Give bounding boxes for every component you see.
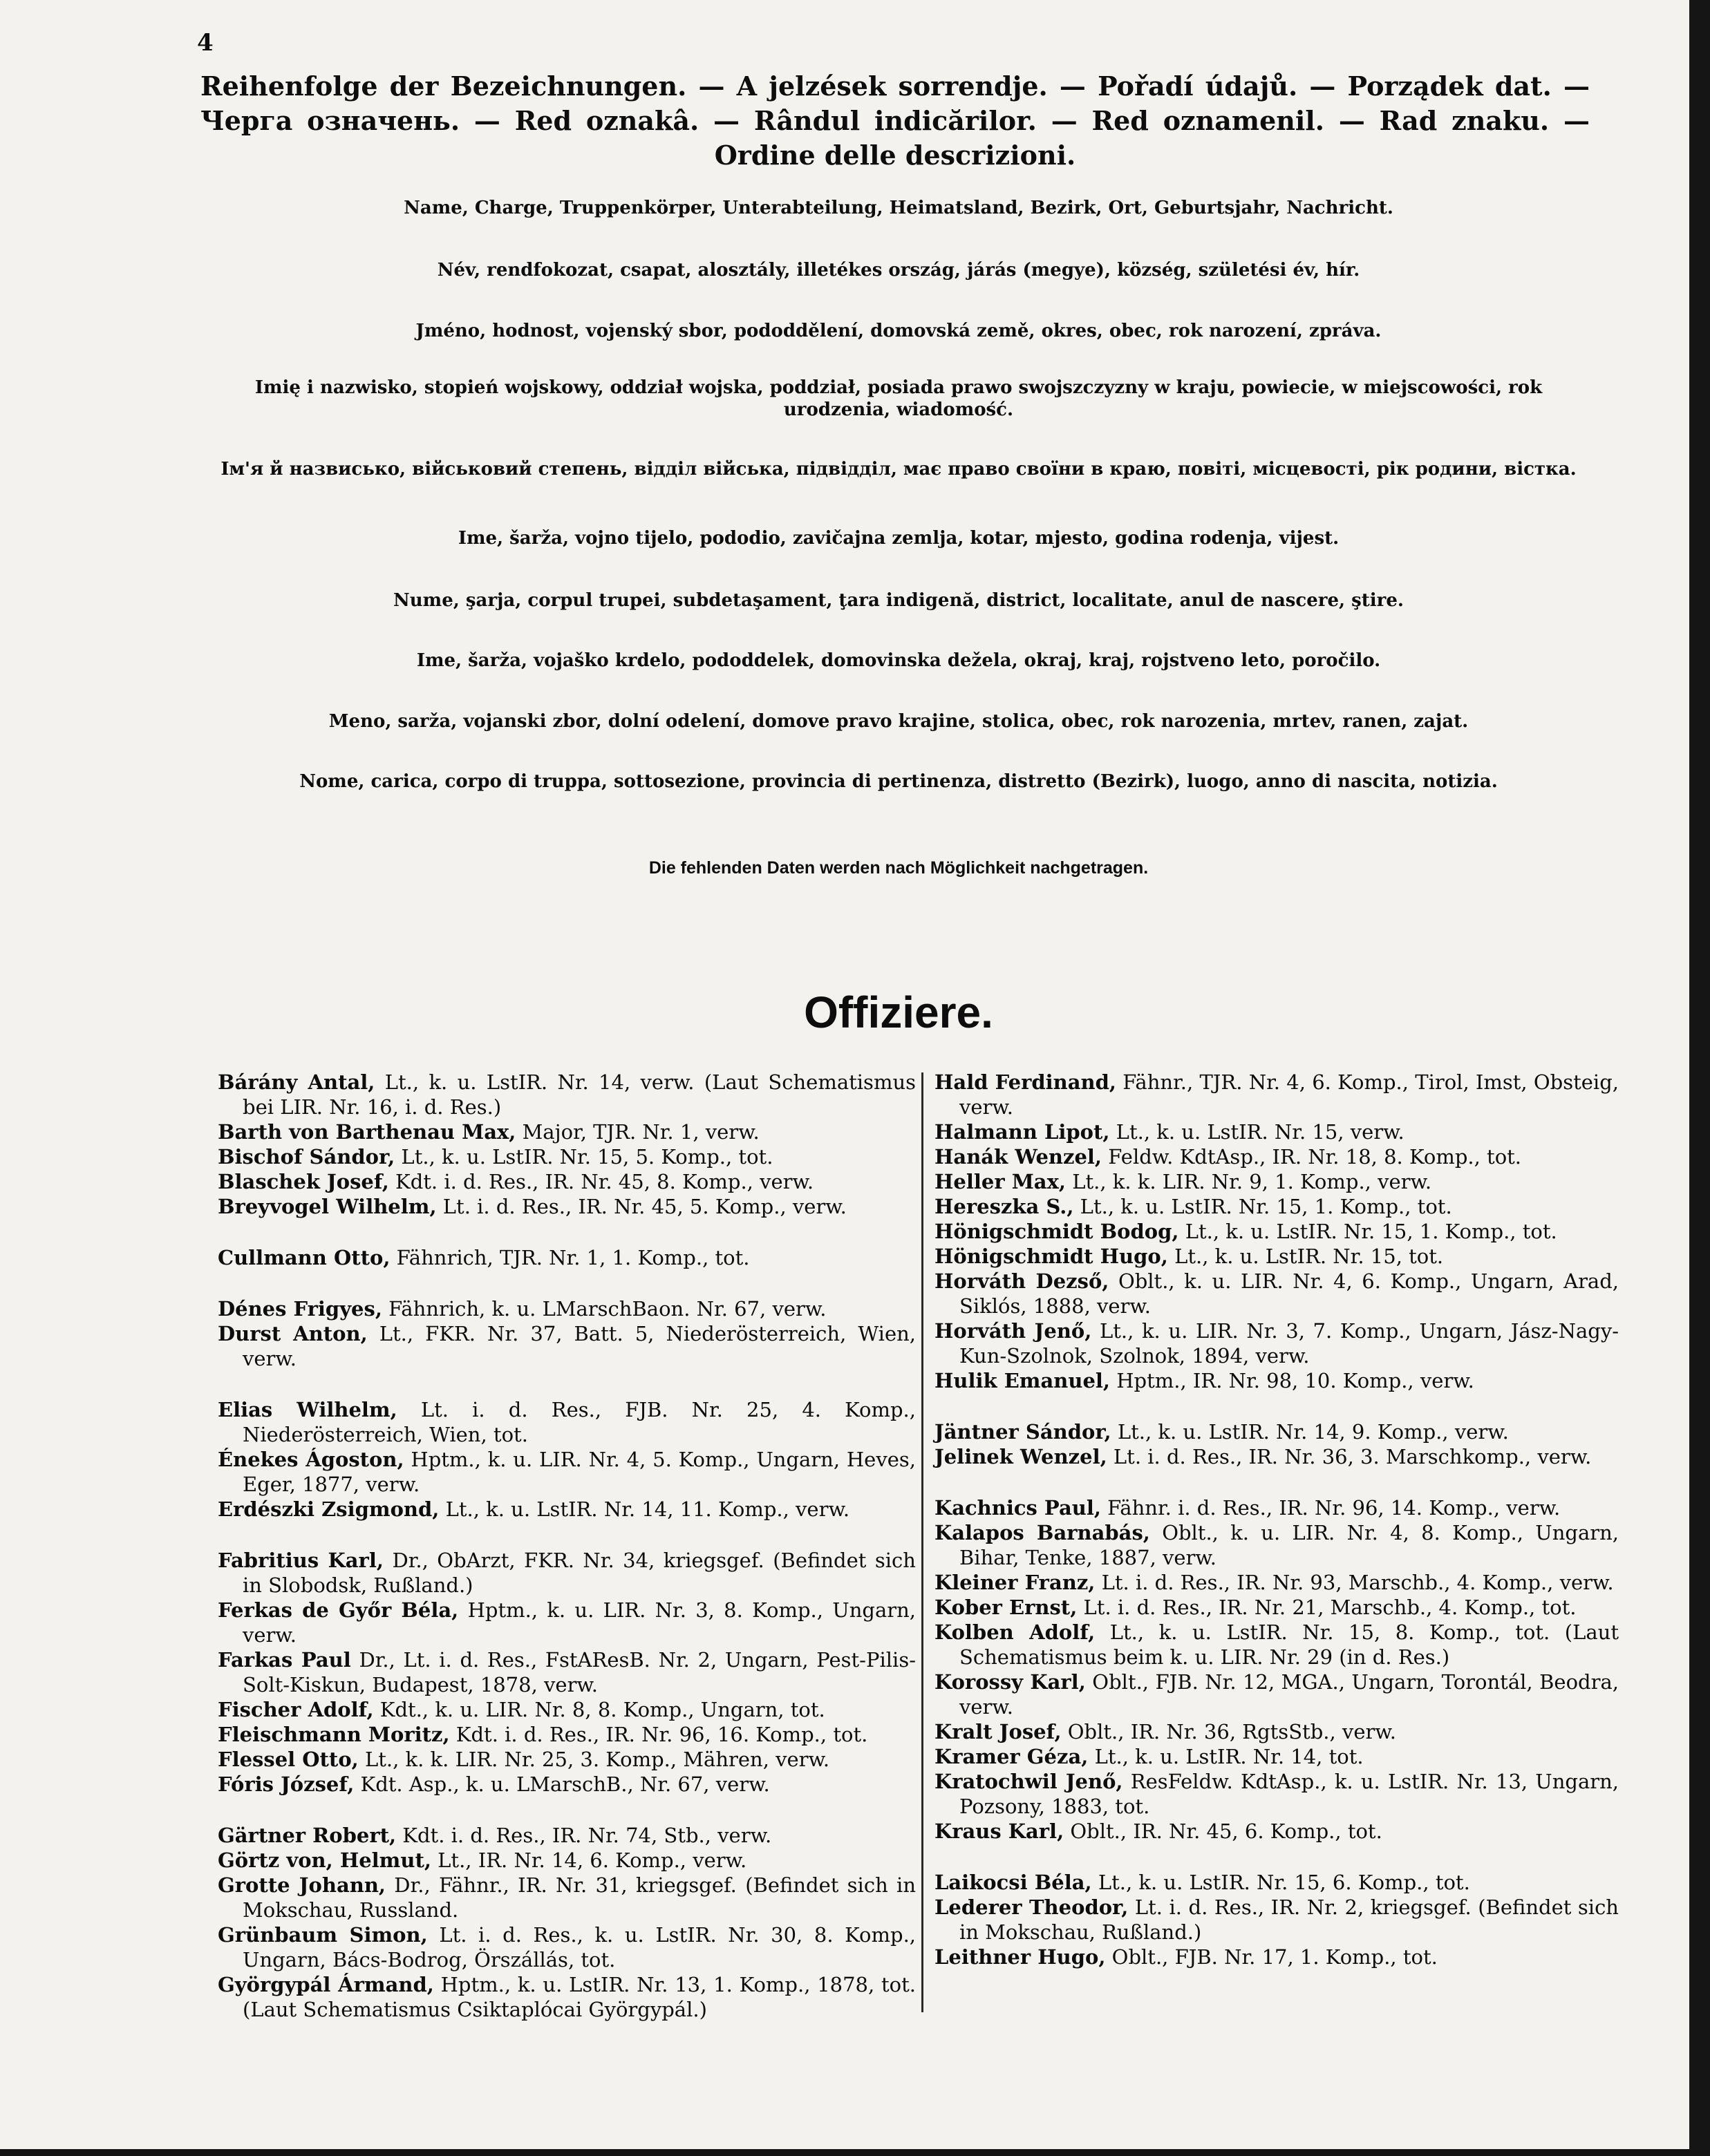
legend-slovak: Meno, sarža, vojanski zbor, dolní odelení, domove pravo krajine, stolica, obec, rok narozenia, mrtev, ranen, zajat.: [328, 711, 1469, 732]
officer-details: Lt., k. u. LstIR. Nr. 14, verw. (Laut Schematismus bei LIR. Nr. 16, i. d. Res.): [243, 1070, 917, 1119]
officer-entry: [934, 1144, 1619, 1169]
officer-entry: [934, 1119, 1619, 1144]
officer-entry: [218, 1169, 916, 1194]
officer-entry: [218, 1144, 916, 1169]
page-header: [200, 69, 1590, 173]
officer-details: Lt., k. u. LstIR. Nr. 15, 8. Komp., tot. (Laut Schematismus beim k. u. LIR. Nr. 29 (in d. Res.): [959, 1620, 1619, 1669]
officer-entry: [218, 1119, 916, 1144]
officer-name: Farkas Paul: [218, 1648, 351, 1672]
officer-details: Lt., k. k. LIR. Nr. 9, 1. Komp., verw.: [1066, 1170, 1432, 1193]
officer-name: Fleischmann Moritz,: [218, 1723, 450, 1746]
legend-italian: Nome, carica, corpo di truppa, sottosezione, provincia di pertinenza, distretto (Bezirk), luogo, anno di nascita, notizia.: [299, 771, 1498, 792]
officer-name: Hald Ferdinand,: [934, 1070, 1116, 1094]
officer-details: Oblt., FJB. Nr. 17, 1. Komp., tot.: [1105, 1945, 1438, 1969]
officer-name: Énekes Ágoston,: [218, 1448, 404, 1471]
officer-details: Hptm., k. u. LstIR. Nr. 13, 1. Komp., 1878, tot. (Laut Schematismus Csiktaplócai Györgypál.): [243, 1973, 916, 2021]
officer-details: Lt., k. u. LstIR. Nr. 15, 6. Komp., tot.: [1091, 1871, 1470, 1894]
officer-name: Bischof Sándor,: [218, 1145, 395, 1169]
officer-name: Barth von Barthenau Max,: [218, 1120, 516, 1144]
officer-details: Lt. i. d. Res., FJB. Nr. 25, 4. Komp., Niederösterreich, Wien, tot.: [243, 1398, 916, 1446]
legend-hungarian: Név, rendfokozat, csapat, alosztály, illetékes ország, járás (megye), község, születési év, hír.: [437, 260, 1360, 281]
officer-name: Kramer Géza,: [934, 1745, 1089, 1768]
officer-name: Hereszka S.,: [934, 1195, 1074, 1218]
officer-name: Dénes Frigyes,: [218, 1297, 382, 1321]
officer-name: Horváth Jenő,: [934, 1319, 1092, 1343]
officer-name: Erdészki Zsigmond,: [218, 1497, 440, 1521]
officer-entry: [218, 1296, 916, 1321]
officer-entry: [934, 1269, 1619, 1318]
page-number: 4: [197, 29, 214, 57]
officer-details: Dr., Fähnr., IR. Nr. 31, kriegsgef. (Befindet sich in Mokschau, Russland.: [243, 1873, 916, 1922]
officer-entry: [934, 1719, 1619, 1744]
officer-details: Major, TJR. Nr. 1, verw.: [516, 1120, 760, 1144]
officer-list-right: [934, 1070, 1619, 1969]
legend-slovenian: Ime, šarža, vojaško krdelo, pododdelek, domovinska dežela, okraj, kraj, rojstveno leto, poročilo.: [416, 650, 1381, 671]
officer-name: Györgypál Ármand,: [218, 1973, 434, 1996]
officer-details: Fähnr. i. d. Res., IR. Nr. 96, 14. Komp., verw.: [1100, 1496, 1561, 1520]
officer-entry: [218, 1397, 916, 1447]
officer-name: Grotte Johann,: [218, 1873, 386, 1897]
officer-entry: [934, 1495, 1619, 1520]
officer-name: Lederer Theodor,: [934, 1895, 1129, 1919]
officer-name: Hulik Emanuel,: [934, 1369, 1111, 1392]
officer-entry: [218, 1823, 916, 1848]
officer-name: Hönigschmidt Hugo,: [934, 1245, 1168, 1268]
legend-romanian: Nume, şarja, corpul trupei, subdetaşament, ţara indigenă, district, localitate, anul de nascere, ştire.: [393, 590, 1404, 611]
column-divider: [921, 1072, 923, 2012]
officer-details: Lt., k. u. LstIR. Nr. 15, tot.: [1167, 1245, 1444, 1268]
officer-details: Hptm., k. u. LIR. Nr. 3, 8. Komp., Ungarn, verw.: [243, 1598, 916, 1647]
officer-entry: [218, 1598, 916, 1647]
officer-name: Elias Wilhelm,: [218, 1398, 397, 1421]
officer-details: Lt., k. u. LstIR. Nr. 14, 9. Komp., verw.: [1111, 1420, 1509, 1444]
officer-details: Fähnrich, k. u. LMarschBaon. Nr. 67, verw.: [382, 1297, 827, 1321]
officer-name: Kober Ernst,: [934, 1596, 1078, 1619]
header-line-1: Reihenfolge der Bezeichnungen. — A jelzések sorrendje. — Pořadí údajů. — Porządek dat. —: [200, 70, 1590, 102]
legend-polish: Imię i nazwisko, stopień wojskowy, oddział wojska, poddział, posiada prawo swojszczyzny w kraju, powiecie, w miejscowości, rok urodzenia, wiadomość.: [254, 377, 1543, 420]
officer-entry: [218, 1447, 916, 1497]
legend-german: Name, Charge, Truppenkörper, Unterabteilung, Heimatsland, Bezirk, Ort, Geburtsjahr, Nachricht.: [404, 198, 1393, 218]
officer-entry: [218, 1722, 916, 1747]
officer-name: Kraus Karl,: [934, 1819, 1064, 1843]
officer-details: Fähnrich, TJR. Nr. 1, 1. Komp., tot.: [390, 1246, 750, 1269]
officer-details: Oblt., IR. Nr. 36, RgtsStb., verw.: [1061, 1720, 1396, 1743]
officer-details: Oblt., k. u. LIR. Nr. 4, 6. Komp., Ungarn, Arad, Siklós, 1888, verw.: [959, 1269, 1619, 1318]
officer-details: Lt., k. u. LstIR. Nr. 14, tot.: [1088, 1745, 1364, 1768]
officer-entry: [934, 1945, 1619, 1969]
header-line-3: Ordine delle descrizioni.: [714, 140, 1076, 171]
officer-name: Kachnics Paul,: [934, 1496, 1101, 1520]
officer-entry: [218, 1747, 916, 1772]
officer-entry: [218, 1647, 916, 1697]
officer-entry: [934, 1444, 1619, 1469]
officer-details: Kdt. i. d. Res., IR. Nr. 96, 16. Komp., tot.: [449, 1723, 868, 1746]
officer-details: Lt. i. d. Res., IR. Nr. 2, kriegsgef. (Befindet sich in Mokschau, Rußland.): [959, 1895, 1619, 1944]
officer-name: Horváth Dezső,: [934, 1269, 1109, 1293]
officer-details: Kdt. i. d. Res., IR. Nr. 45, 8. Komp., verw.: [388, 1170, 814, 1193]
officer-name: Hanák Wenzel,: [934, 1145, 1102, 1169]
officer-name: Hönigschmidt Bodog,: [934, 1220, 1179, 1243]
officer-entry: [934, 1419, 1619, 1444]
officer-name: Fóris József,: [218, 1772, 355, 1796]
officer-details: Kdt. Asp., k. u. LMarschB., Nr. 67, verw.: [354, 1772, 770, 1796]
officer-name: Blaschek Josef,: [218, 1170, 389, 1193]
officer-name: Durst Anton,: [218, 1322, 368, 1345]
officer-entry: [934, 1194, 1619, 1219]
officer-entry: [218, 1321, 916, 1371]
officer-details: Dr., ObArzt, FKR. Nr. 34, kriegsgef. (Befindet sich in Slobodsk, Rußland.): [243, 1549, 916, 1597]
officer-name: Halmann Lipot,: [934, 1120, 1110, 1144]
officer-details: Lt. i. d. Res., k. u. LstIR. Nr. 30, 8. Komp., Ungarn, Bács-Bodrog, Örszállás, tot.: [243, 1923, 917, 1971]
officer-entry: [934, 1520, 1619, 1570]
officer-entry: [934, 1870, 1619, 1895]
officer-entry: [934, 1318, 1619, 1368]
officer-name: Bárány Antal,: [218, 1070, 375, 1094]
officer-details: Lt., k. u. LstIR. Nr. 15, 5. Komp., tot.: [395, 1145, 773, 1169]
officer-details: Lt., k. u. LstIR. Nr. 15, 1. Komp., tot.: [1178, 1220, 1557, 1243]
officer-name: Heller Max,: [934, 1170, 1066, 1193]
officer-entry: [218, 1548, 916, 1598]
officer-entry: [934, 1570, 1619, 1595]
officer-details: Lt., k. u. LstIR. Nr. 15, 1. Komp., tot.: [1073, 1195, 1452, 1218]
officer-name: Korossy Karl,: [934, 1670, 1086, 1694]
officer-details: Oblt., k. u. LIR. Nr. 4, 8. Komp., Ungarn, Bihar, Tenke, 1887, verw.: [959, 1521, 1619, 1569]
officer-list-left: [218, 1070, 916, 2022]
officer-details: Lt. i. d. Res., IR. Nr. 45, 5. Komp., verw.: [436, 1195, 847, 1218]
officer-entry: [934, 1620, 1619, 1670]
officer-details: Lt., k. u. LstIR. Nr. 14, 11. Komp., verw.: [439, 1497, 850, 1521]
officer-details: Lt. i. d. Res., IR. Nr. 21, Marschb., 4. Komp., tot.: [1077, 1596, 1577, 1619]
officer-details: Lt. i. d. Res., IR. Nr. 93, Marschb., 4. Komp., verw.: [1095, 1571, 1614, 1594]
officer-details: Hptm., k. u. LIR. Nr. 4, 5. Komp., Ungarn, Heves, Eger, 1877, verw.: [243, 1448, 916, 1496]
officer-name: Kratochwil Jenő,: [934, 1770, 1123, 1793]
officer-name: Kleiner Franz,: [934, 1571, 1096, 1594]
officer-name: Kalapos Barnabás,: [934, 1521, 1150, 1544]
officer-entry: [218, 1772, 916, 1797]
officer-entry: [934, 1244, 1619, 1269]
section-title: Offiziere.: [804, 987, 993, 1037]
officer-name: Jäntner Sándor,: [934, 1420, 1111, 1444]
officer-entry: [218, 1922, 916, 1972]
officer-name: Breyvogel Wilhelm,: [218, 1195, 437, 1218]
officer-details: Oblt., IR. Nr. 45, 6. Komp., tot.: [1064, 1819, 1382, 1843]
officer-entry: [218, 1697, 916, 1722]
officer-entry: [218, 1848, 916, 1873]
officer-details: Fähnr., TJR. Nr. 4, 6. Komp., Tirol, Imst, Obsteig, verw.: [959, 1070, 1619, 1119]
legend-ukrainian: Ім'я й назвисько, військовий степень, відділ війська, підвідділ, має право своїни в краю, повіті, місцевості, рік родини, вістка.: [220, 459, 1577, 480]
officer-name: Leithner Hugo,: [934, 1945, 1106, 1969]
officer-entry: [934, 1670, 1619, 1719]
officer-entry: [934, 1744, 1619, 1769]
legend-croatian: Ime, šarža, vojno tijelo, pododio, zavičajna zemlja, kotar, mjesto, godina rodenja, vijest.: [458, 528, 1340, 549]
officer-name: Ferkas de Győr Béla,: [218, 1598, 459, 1622]
officer-details: Oblt., FJB. Nr. 12, MGA., Ungarn, Torontál, Beodra, verw.: [959, 1670, 1619, 1719]
officer-details: Lt., k. k. LIR. Nr. 25, 3. Komp., Mähren, verw.: [358, 1748, 830, 1771]
legend-czech: Jméno, hodnost, vojenský sbor, pododdělení, domovská země, okres, obec, rok narození, zpráva.: [415, 321, 1382, 341]
officer-entry: [934, 1219, 1619, 1244]
officer-details: Hptm., IR. Nr. 98, 10. Komp., verw.: [1110, 1369, 1474, 1392]
officer-entry: [218, 1245, 916, 1270]
missing-data-note: Die fehlenden Daten werden nach Möglichkeit nachgetragen.: [648, 858, 1149, 878]
officer-entry: [934, 1895, 1619, 1945]
officer-details: Lt., FKR. Nr. 37, Batt. 5, Niederösterreich, Wien, verw.: [243, 1322, 917, 1370]
officer-entry: [934, 1769, 1619, 1819]
officer-name: Görtz von, Helmut,: [218, 1848, 431, 1872]
officer-entry: [934, 1070, 1619, 1119]
officer-details: Dr., Lt. i. d. Res., FstAResB. Nr. 2, Ungarn, Pest-Pilis-Solt-Kiskun, Budapest, 1878, verw.: [243, 1648, 916, 1696]
officer-name: Kolben Adolf,: [934, 1620, 1096, 1644]
officer-entry: [218, 1497, 916, 1522]
officer-name: Gärtner Robert,: [218, 1824, 397, 1847]
officer-entry: [218, 1070, 916, 1119]
officer-details: Feldw. KdtAsp., IR. Nr. 18, 8. Komp., tot.: [1102, 1145, 1522, 1169]
officer-details: Lt., k. u. LIR. Nr. 3, 7. Komp., Ungarn, Jász-Nagy-Kun-Szolnok, Szolnok, 1894, verw.: [959, 1319, 1619, 1368]
officer-details: ResFeldw. KdtAsp., k. u. LstIR. Nr. 13, Ungarn, Pozsony, 1883, tot.: [959, 1770, 1619, 1818]
officer-name: Cullmann Otto,: [218, 1246, 391, 1269]
officer-name: Grünbaum Simon,: [218, 1923, 428, 1947]
officer-name: Jelinek Wenzel,: [934, 1445, 1107, 1468]
officer-entry: [934, 1368, 1619, 1393]
officer-entry: [218, 1972, 916, 2022]
officer-name: Fabritius Karl,: [218, 1549, 384, 1572]
officer-name: Flessel Otto,: [218, 1748, 359, 1771]
officer-entry: [218, 1194, 916, 1219]
officer-details: Lt., k. u. LstIR. Nr. 15, verw.: [1109, 1120, 1404, 1144]
officer-entry: [934, 1169, 1619, 1194]
officer-entry: [218, 1873, 916, 1922]
officer-name: Laikocsi Béla,: [934, 1871, 1092, 1894]
officer-details: Lt., IR. Nr. 14, 6. Komp., verw.: [431, 1848, 747, 1872]
officer-details: Lt. i. d. Res., IR. Nr. 36, 3. Marschkomp., verw.: [1107, 1445, 1592, 1468]
officer-entry: [934, 1819, 1619, 1844]
officer-details: Kdt., k. u. LIR. Nr. 8, 8. Komp., Ungarn, tot.: [373, 1698, 825, 1721]
officer-details: Kdt. i. d. Res., IR. Nr. 74, Stb., verw.: [396, 1824, 772, 1847]
officer-name: Kralt Josef,: [934, 1720, 1062, 1743]
header-line-2: Черга означень. — Red oznakâ. — Rândul indicărilor. — Red oznamenil. — Rad znaku. —: [200, 105, 1590, 136]
officer-name: Fischer Adolf,: [218, 1698, 374, 1721]
officer-entry: [934, 1595, 1619, 1620]
